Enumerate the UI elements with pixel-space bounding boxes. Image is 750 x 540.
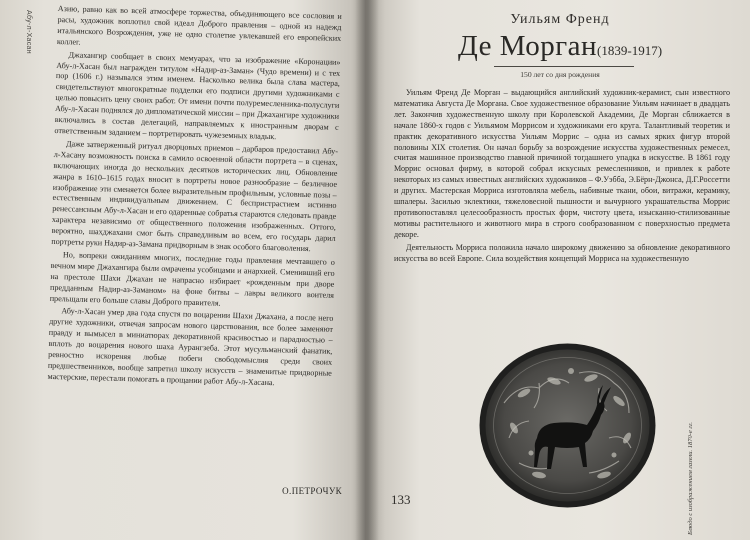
paragraph: Но, вопреки ожиданиям многих, последние годы правления мечтавшего о вечном мире Джахангира были омрачены усобицами и анархией. Сменивший его на престоле Шахи Джахан не напрасно избирает «рожденным при дворе предданным Надир-аз-Заманом» на фоне битвы – лавры великого воителя прельщали его больше славы Доброго правителя. — [49, 250, 336, 308]
paragraph: Уильям Френд Де Морган – выдающийся английский художник-керамист, сын известного математика Августа Де Моргана. Свое художественное образование Уильям начинает в двадцать лет. Закончив художественную школу при Королевской Академии, Де Морган сближается в начале 1860-х годов с Уильямом Моррисом и художниками его круга. Талантливый теоретик и практик декоративного искусства Уильям Моррис – одна из самых ярких фигур второй половины XIX столетия. Он начал борьбу за возрождение искусства художественных ремесел, считая машинное производство главной причиной тогдашнего упадка в искусстве. В 1861 году Моррис основал фирму, в которой собрал искусных ремесленников, и привлек к работе некоторых из самых известных английских художников – Ф.Уэбба, Э.Бёрн-Джонса, Д.Г.Россетти и других. Мастерская Морриса изготовляла мебель, набивные ткани, обои, витражи, керамику, шпалеры. Засилью эклектики, тяжеловесной пышности и вычурного украшательства Моррис противопоставлял целесообразность простых форм, чистоту цвета, изысканно-стилизованные мотивы растительного и животного мира в строго сообразованном с поверхностью предмета декоре. — [394, 88, 730, 239]
illustration-caption: Блюдо с изображением газели. 1870-е гг. — [687, 421, 694, 535]
paragraph: Деятельность Морриса положила начало широкому движению за обновление декоративного искусства во всей Европе. Сила воздействия концепций Морриса на художественную — [394, 242, 730, 263]
artist-surname: Де Морган — [457, 30, 598, 62]
running-head: Абу-л-Хасан — [25, 10, 32, 54]
life-years: (1839-1917) — [597, 43, 663, 58]
paragraph: Даже затверженный ритуал дворцовых приемов – дарбаров предоставил Абу-л-Хасану возможность поиска в самило освоенной области портрета – в сценах, включающих иногда до нескольких десятков исторических лиц. Обновление жанра в 1610–1615 годах вносит в портреты новое разнообразие – безличное изображение эти сменяется более выразительным профильным, условные позы – естественным индивидуальным движением. С беспристрастием истинно ренессансным Абу-л-Хасан и его одаренные собратья стараются следовать правде характера независимо от общественного положения изображенных. Оттого, вероятно, шахджахани смог быть справедливым во всем, его государь дарил портреты руки Надир-аз-Замана придворным в знак особого благоволения. — [51, 139, 339, 254]
dish-image — [479, 343, 656, 508]
paragraph: Джахангир сообщает в своих мемуарах, что за изображение «Коронации» Абу-л-Хасан был награжден титулом «Надир-аз-Заман» (Чудо времени) и с тех пор (1606 г.) назывался этим именем. Насколько велика была слава мастера, свидетельствуют многократные подделки его подписи другими художниками с целью повысить цену своих работ. От имени почти полуремесленника-полуслуги Абу-л-Хасан поднялся до дипломатической миссии – при Джахангире художники включались в состав делегаций, направляемых к иностранным дворам с ответственным заданием – портретировать чужеземных владык. — [54, 49, 341, 142]
gazelle-dish-illustration — [479, 343, 656, 508]
paragraph: Абу-л-Хасан умер два года спустя по воцарении Шахи Джахана, а после него другие художники, отвечая запросам нового царствования, все более заменяют правду и вымысел в миниатюрах декоративной красивостью и парадностью – вплоть до воцарения нового шаха Аурангзеба. Этот мусульманский фанатик, ревностно искореняя любые побеги свободомыслия среди своих предшественников, вообще запретил школу искусств – знаменитые придворные мастерские, перестали помогать в прощании работ Абу-л-Хасана. — [47, 306, 334, 388]
paragraph: Азию, равно как во всей атмосфере торжества, объединяющего все сословия и расы, художник воплотил свой идеал Доброго правления – одной из надежд итальянского Возрождения, уже не одно столетие увлекавшей его европейских коллег. — [56, 4, 342, 47]
article-title — [386, 30, 734, 63]
right-page — [366, 0, 750, 540]
title-divider — [494, 66, 634, 67]
right-body-text — [394, 88, 730, 265]
left-body-text — [47, 4, 341, 391]
anniversary-subtitle: 150 лет со дня рождения — [520, 70, 600, 79]
book-gutter — [355, 0, 379, 540]
artist-first-names: Уильям Френд — [510, 12, 610, 27]
article-author-signature: О.ПЕТРОЧУК — [282, 486, 342, 496]
left-page — [0, 0, 366, 540]
page-number: 133 — [391, 492, 411, 507]
